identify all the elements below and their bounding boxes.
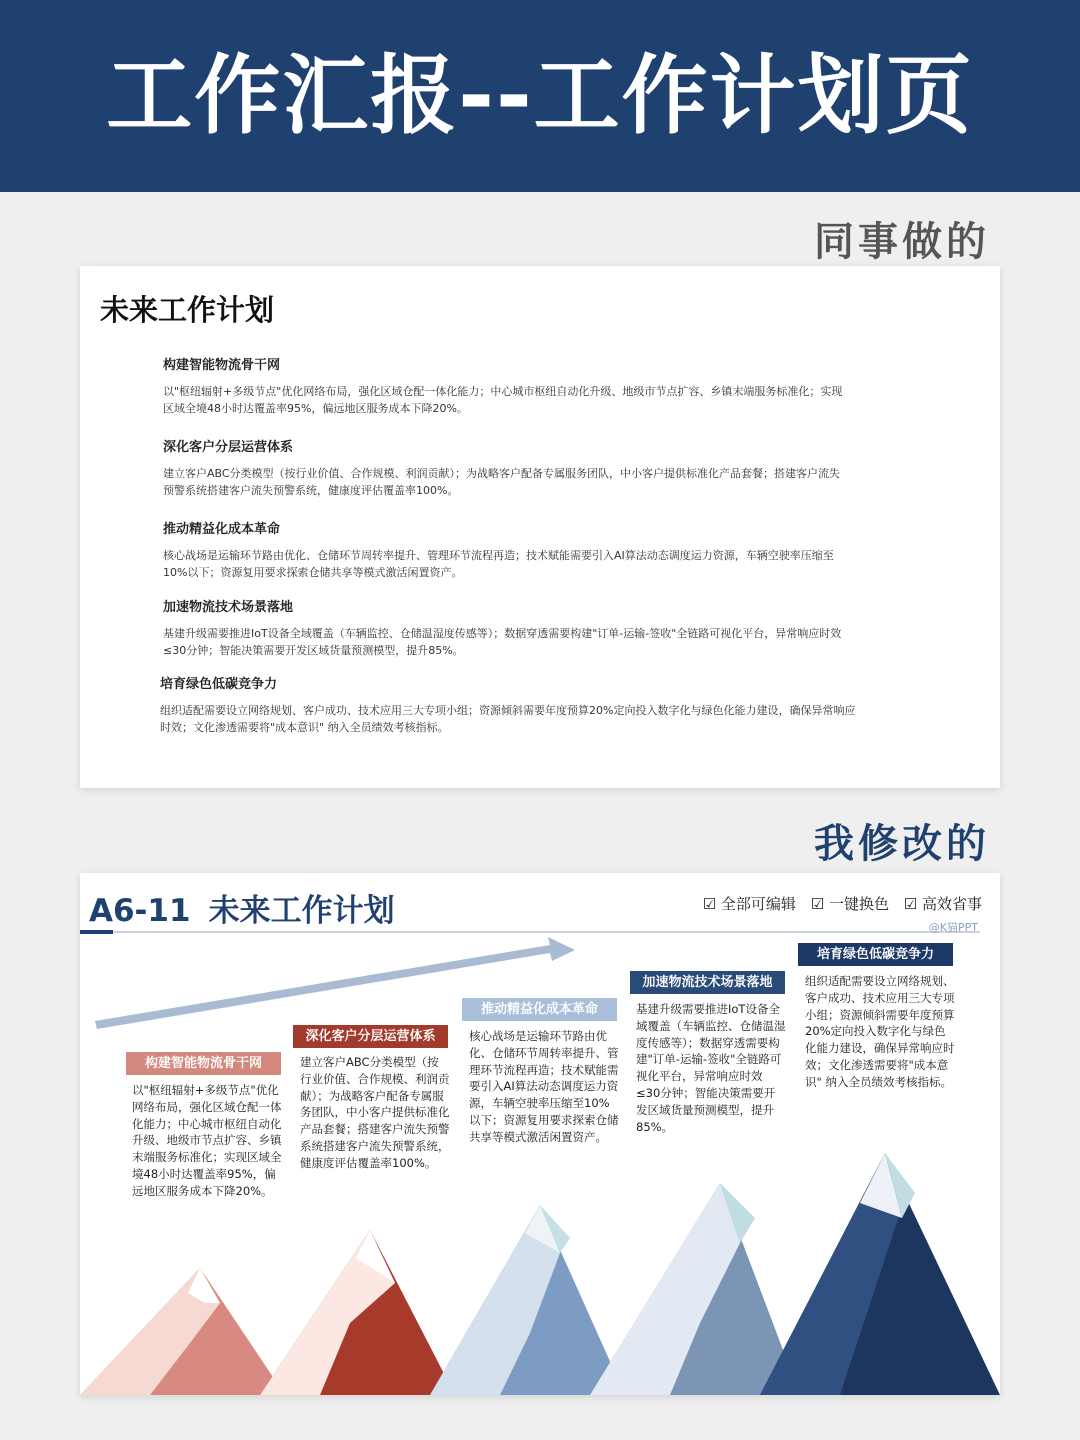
divider	[80, 931, 980, 933]
section-body: 基建升级需要推进IoT设备全域覆盖（车辆监控、仓储温湿度传感等）；数据穿透需要构建"订单-运输-签收"全链路可视化平台，异常响应时效≤30分钟；智能决策需要开发区域货量预测模型，提升85%。	[163, 627, 842, 657]
divider-accent	[80, 930, 113, 934]
section-body: 核心战场是运输环节路由优化、仓储环节周转率提升、管理环节流程再造；技术赋能需要引入AI算法动态调度运力资源，车辆空驶率压缩至10%以下；资源复用要求探索仓储共享等模式激活闲置资产。	[163, 549, 834, 579]
slide-title	[89, 885, 395, 930]
section-body: 以"枢纽辐射+多级节点"优化网络布局，强化区域仓配一体化能力；中心城市枢纽自动化升级、地级市节点扩容、乡镇末端服务标准化；实现区域全境48小时达覆盖率95%，偏远地区服务成本下降20%。	[163, 385, 843, 415]
section-heading: 深化客户分层运营体系	[163, 440, 294, 455]
section	[163, 436, 843, 499]
credit: @K猫PPT	[928, 921, 978, 934]
mountain-5	[760, 1153, 1000, 1395]
step-text-5: 组织适配需要设立网络规划、客户成功、技术应用三大专项小组；资源倾斜需要年度预算20%定向投入数字化与绿色化能力建设，确保异常响应时效；文化渗透需要将"成本意识" 纳入全员绩效考核指标。	[805, 974, 955, 1089]
slide-title-text: 未来工作计划	[208, 893, 395, 929]
feature-checks	[693, 893, 982, 914]
original-label: 同事做的	[814, 219, 990, 265]
section-heading: 培育绿色低碳竞争力	[160, 677, 278, 692]
slide-code: A6-11	[89, 893, 191, 929]
banner-title: 工作汇报--工作计划页	[0, 0, 1080, 192]
mountain-2	[260, 1230, 455, 1395]
section-heading: 构建智能物流骨干网	[163, 358, 281, 373]
step-text-4: 基建升级需要推进IoT设备全域覆盖（车辆监控、仓储温湿度传感等）；数据穿透需要构建"订单-运输-签收"全链路可视化平台，异常响应时效≤30分钟；智能决策需要开发区域货量预测模型，提升85%。	[636, 1002, 786, 1134]
section-body: 建立客户ABC分类模型（按行业价值、合作规模、利润贡献）；为战略客户配备专属服务团队，中小客户提供标准化产品套餐；搭建客户流失预警系统搭建客户流失预警系统，健康度评估覆盖率100%。	[163, 467, 841, 497]
step-label-1: 构建智能物流骨干网	[126, 1052, 281, 1075]
section	[160, 673, 860, 736]
section-heading: 推动精益化成本革命	[163, 522, 281, 537]
checkbox-icon: ☑	[903, 895, 918, 913]
step-label-3: 推动精益化成本革命	[462, 998, 617, 1021]
original-title: 未来工作计划	[100, 293, 275, 327]
mountain-3	[430, 1205, 625, 1395]
check-label: 全部可编辑	[720, 895, 796, 913]
step-text-3: 核心战场是运输环节路由优化、仓储环节周转率提升、管理环节流程再造；技术赋能需要引入AI算法动态调度运力资源，车辆空驶率压缩至10%以下；资源复用要求探索仓储共享等模式激活闲置资产。	[469, 1029, 619, 1144]
section-body: 组织适配需要设立网络规划、客户成功、技术应用三大专项小组；资源倾斜需要年度预算20%定向投入数字化与绿色化能力建设，确保异常响应时效；文化渗透需要将"成本意识" 纳入全员绩效考核指标。	[160, 704, 856, 734]
section	[163, 354, 843, 417]
step-label-2: 深化客户分层运营体系	[293, 1025, 448, 1048]
mountain-4	[590, 1183, 800, 1395]
checkbox-icon: ☑	[810, 895, 825, 913]
step-text-1: 以"枢纽辐射+多级节点"优化网络布局，强化区域仓配一体化能力；中心城市枢纽自动化升级、地级市节点扩容、乡镇末端服务标准化；实现区域全境48小时达覆盖率95%，偏远地区服务成本下降20%。	[132, 1083, 282, 1198]
section	[163, 596, 843, 659]
checkbox-icon: ☑	[702, 895, 717, 913]
check-label: 高效省事	[921, 895, 982, 913]
step-label-5: 培育绿色低碳竞争力	[798, 943, 953, 966]
section	[163, 518, 843, 581]
modified-label: 我修改的	[814, 821, 990, 867]
original-slide	[80, 266, 1000, 788]
step-text-2: 建立客户ABC分类模型（按行业价值、合作规模、利润贡献）；为战略客户配备专属服务团队，中小客户提供标准化产品套餐；搭建客户流失预警系统搭建客户流失预警系统，健康度评估覆盖率100%。	[300, 1055, 450, 1170]
step-label-4: 加速物流技术场景落地	[630, 971, 785, 994]
modified-slide	[80, 873, 1000, 1395]
check-label: 一键换色	[828, 895, 889, 913]
mountain-1	[80, 1268, 285, 1395]
section-heading: 加速物流技术场景落地	[163, 600, 294, 615]
